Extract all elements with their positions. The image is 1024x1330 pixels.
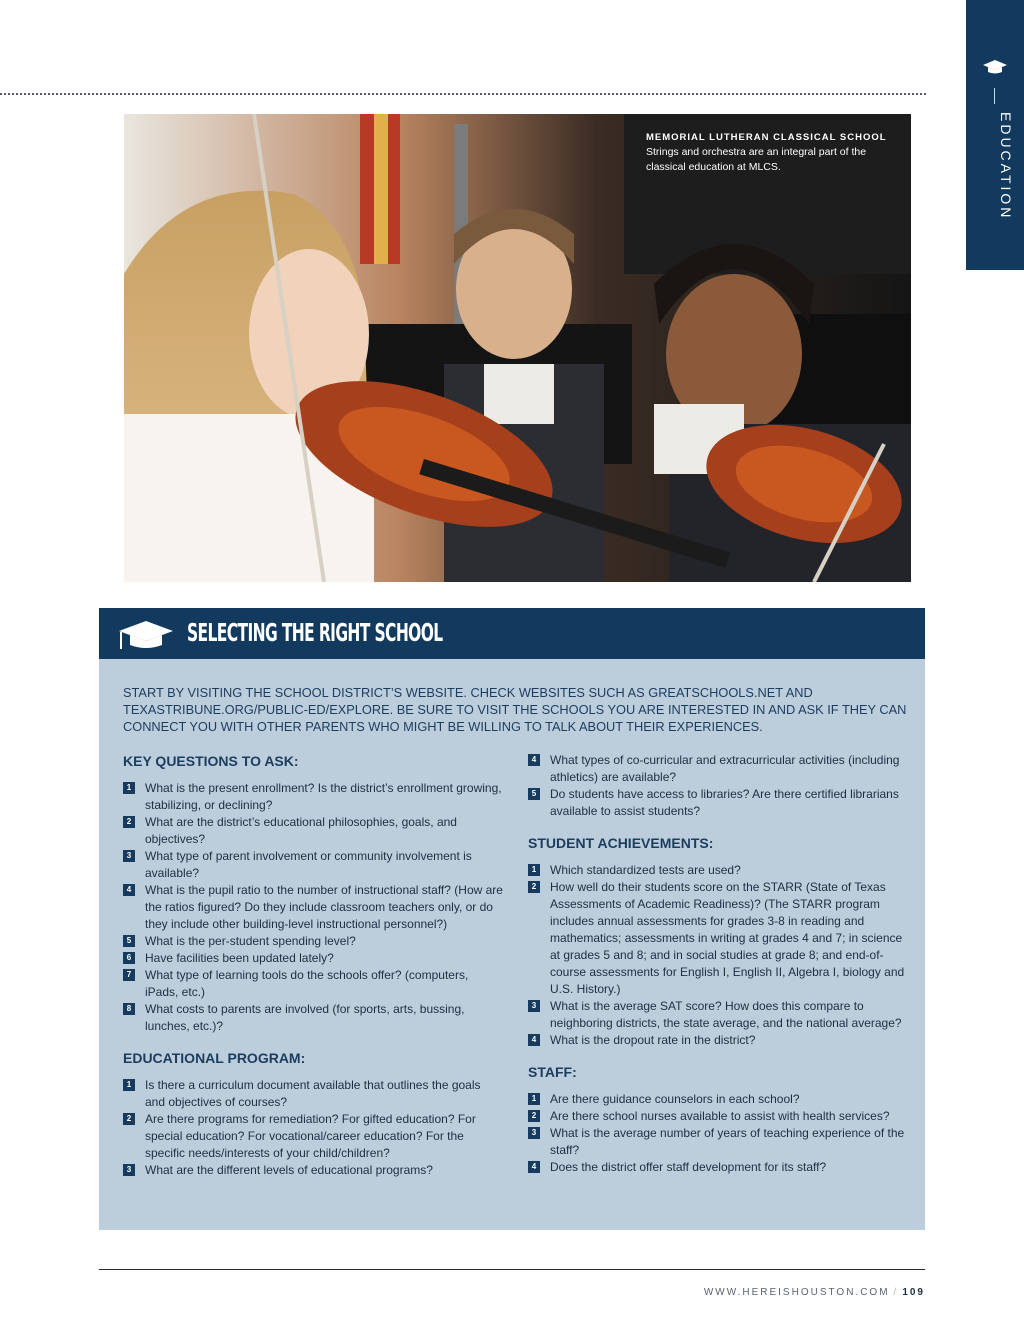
- item-text: Are there guidance counselors in each school?: [550, 1092, 800, 1106]
- list-item: [123, 967, 503, 1001]
- section-banner: [99, 608, 925, 659]
- item-text: What are the different levels of educational programs?: [145, 1163, 433, 1177]
- item-text: Are there school nurses available to assist with health services?: [550, 1109, 890, 1123]
- educational-program-list: [123, 1077, 503, 1179]
- list-item: [123, 780, 503, 814]
- section-title: EDUCATIONAL PROGRAM:: [123, 1050, 306, 1066]
- spacer: [528, 820, 908, 834]
- list-item: [123, 882, 503, 933]
- list-item: [528, 1091, 908, 1108]
- list-item: [528, 862, 908, 879]
- list-item: [123, 1001, 503, 1035]
- item-number: 4: [123, 884, 135, 896]
- left-column: [123, 752, 503, 1179]
- graduation-cap-icon: [982, 58, 1008, 76]
- item-number: 1: [528, 1093, 540, 1105]
- item-number: 1: [123, 1079, 135, 1091]
- graduation-cap-icon: [117, 619, 175, 651]
- item-number: 4: [528, 1161, 540, 1173]
- right-column: [528, 752, 908, 1176]
- page-number: 109: [902, 1287, 925, 1298]
- list-item: [528, 1125, 908, 1159]
- item-text: Does the district offer staff development for its staff?: [550, 1160, 827, 1174]
- spacer: [528, 1049, 908, 1063]
- item-number: 3: [528, 1000, 540, 1012]
- list-item: [123, 848, 503, 882]
- item-number: 2: [123, 1113, 135, 1125]
- item-text: Have facilities been updated lately?: [145, 951, 334, 965]
- section-title: STAFF:: [528, 1064, 577, 1080]
- item-number: 4: [528, 754, 540, 766]
- list-item: [528, 1032, 908, 1049]
- item-number: 1: [528, 864, 540, 876]
- footer-separator: /: [893, 1287, 899, 1298]
- item-number: 7: [123, 969, 135, 981]
- photo-caption: [646, 130, 896, 175]
- item-number: 3: [123, 1164, 135, 1176]
- banner-heading: SELECTING THE RIGHT SCHOOL: [187, 618, 443, 647]
- list-item: [123, 950, 503, 967]
- item-text: How well do their students score on the STARR (State of Texas Assessments of Academic Readiness)? (The STARR program includes annual assessments for grades 3-8 in reading and mathematics; assessments in writing at grades 4 and 7; in science at grades 5 and 8; and in social studies at grade 8; and end-of-course assessments for English I, English II, Algebra I, biology and U.S. History.): [550, 880, 905, 996]
- list-item: [123, 1077, 503, 1111]
- tab-divider: [994, 88, 995, 104]
- item-text: What type of parent involvement or community involvement is available?: [145, 849, 472, 880]
- footer-url[interactable]: WWW.HEREISHOUSTON.COM: [703, 1287, 890, 1298]
- orchestra-photo: [124, 114, 911, 582]
- list-item: [123, 933, 503, 950]
- list-item: [528, 786, 908, 820]
- item-number: 4: [528, 1034, 540, 1046]
- section-title: STUDENT ACHIEVEMENTS:: [528, 835, 714, 851]
- item-text: What costs to parents are involved (for sports, arts, bussing, lunches, etc.)?: [145, 1002, 465, 1033]
- caption-text: Strings and orchestra are an integral part of the classical education at MLCS.: [646, 146, 867, 173]
- footer-divider: [99, 1269, 925, 1270]
- item-text: Which standardized tests are used?: [550, 863, 741, 877]
- item-text: Do students have access to libraries? Are there certified librarians available to assist students?: [550, 787, 899, 818]
- page-footer: [704, 1287, 925, 1298]
- list-item: [528, 998, 908, 1032]
- item-number: 1: [123, 782, 135, 794]
- item-number: 5: [528, 788, 540, 800]
- list-item: [528, 1108, 908, 1125]
- item-text: What is the pupil ratio to the number of instructional staff? (How are the ratios figured? Do they include classroom teachers only, or do they include other building-level instructional personnel?): [145, 883, 503, 931]
- item-text: What is the average number of years of teaching experience of the staff?: [550, 1126, 905, 1157]
- list-item: [528, 1159, 908, 1176]
- spacer: [123, 1035, 503, 1049]
- item-text: What types of co-curricular and extracurricular activities (including athletics) are available?: [550, 753, 900, 784]
- item-text: Are there programs for remediation? For gifted education? For special education? For vocational/career education? For the specific needs/interests of your child/children?: [145, 1112, 476, 1160]
- section-label: EDUCATION: [998, 112, 1014, 221]
- item-text: What is the average SAT score? How does this compare to neighboring districts, the state average, and the national average?: [550, 999, 902, 1030]
- item-text: What type of learning tools do the schools offer? (computers, iPads, etc.): [145, 968, 469, 999]
- item-number: 3: [528, 1127, 540, 1139]
- intro-paragraph: START BY VISITING THE SCHOOL DISTRICT’S WEBSITE. CHECK WEBSITES SUCH AS GREATSCHOOLS.NET AND TEXASTRIBUNE.ORG/PUBLIC-ED/EXPLORE. BE SURE TO VISIT THE SCHOOLS YOU ARE INTERESTED IN AND ASK IF THEY CAN CONNECT YOU WITH OTHER PARENTS WHO MIGHT BE WILLING TO TALK ABOUT THEIR EXPERIENCES.: [123, 685, 907, 734]
- item-number: 2: [528, 1110, 540, 1122]
- item-number: 2: [123, 816, 135, 828]
- student-achievements-list: [528, 862, 908, 1049]
- item-text: What is the dropout rate in the district?: [550, 1033, 756, 1047]
- item-text: What are the district’s educational philosophies, goals, and objectives?: [145, 815, 457, 846]
- list-item: [528, 879, 908, 998]
- item-number: 5: [123, 935, 135, 947]
- caption-title: MEMORIAL LUTHERAN CLASSICAL SCHOOL: [646, 132, 887, 143]
- educational-program-list-continued: [528, 752, 908, 820]
- section-title: KEY QUESTIONS TO ASK:: [123, 753, 299, 769]
- list-item: [123, 1162, 503, 1179]
- item-number: 6: [123, 952, 135, 964]
- dotted-divider: [0, 93, 926, 95]
- list-item: [123, 1111, 503, 1162]
- list-item: [528, 752, 908, 786]
- section-tab: [966, 0, 1024, 270]
- item-text: Is there a curriculum document available that outlines the goals and objectives of courses?: [145, 1078, 481, 1109]
- item-number: 3: [123, 850, 135, 862]
- item-number: 2: [528, 881, 540, 893]
- item-number: 8: [123, 1003, 135, 1015]
- item-text: What is the present enrollment? Is the district’s enrollment growing, stabilizing, or declining?: [145, 781, 502, 812]
- key-questions-list: [123, 780, 503, 1035]
- list-item: [123, 814, 503, 848]
- staff-list: [528, 1091, 908, 1176]
- item-text: What is the per-student spending level?: [145, 934, 356, 948]
